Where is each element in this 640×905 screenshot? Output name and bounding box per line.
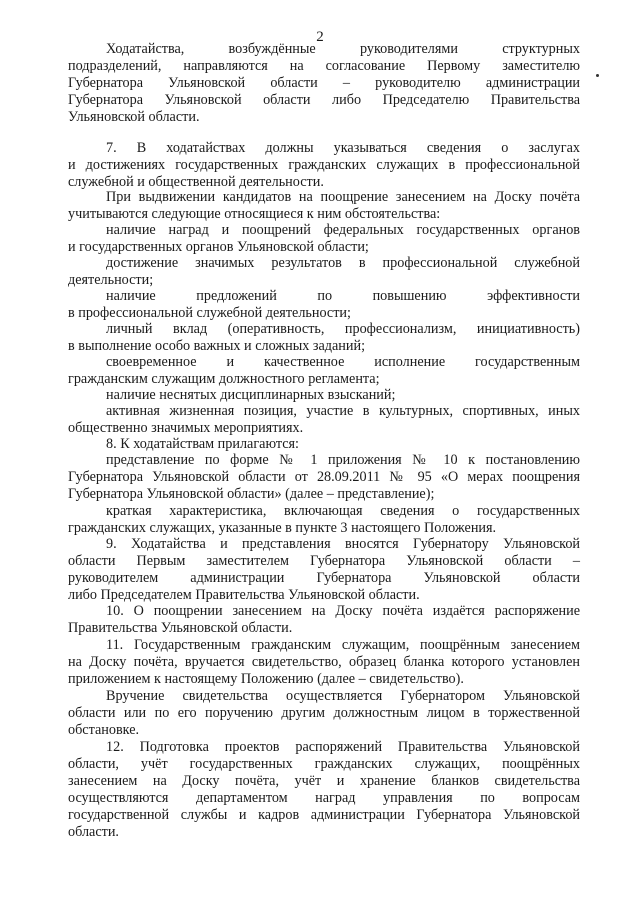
text-line: Губернатора Ульяновской области либо Председателю Правительства bbox=[68, 92, 580, 108]
text-line: в выполнение особо важных и сложных заданий; bbox=[68, 338, 366, 354]
text-line: либо Председателем Правительства Ульяновской области. bbox=[68, 587, 420, 603]
text-line: в профессиональной служебной деятельности; bbox=[68, 305, 351, 321]
text-line: Ходатайства, возбуждённые руководителями структурных bbox=[106, 41, 580, 57]
text-line: достижение значимых результатов в профессиональной служебной bbox=[106, 255, 580, 271]
text-line: представление по форме № 1 приложения № 10 к постановлению bbox=[106, 452, 580, 468]
text-line: государственной службы и кадров администрации Губернатора Ульяновской bbox=[68, 807, 580, 823]
text-line: общественно значимых мероприятиях. bbox=[68, 420, 304, 436]
text-line: руководителем администрации Губернатора Ульяновской области bbox=[68, 570, 580, 586]
text-line: При выдвижении кандидатов на поощрение занесением на Доску почёта bbox=[106, 189, 580, 205]
text-line: наличие неснятых дисциплинарных взысканий; bbox=[106, 387, 396, 403]
text-line: и государственных органов Ульяновской области; bbox=[68, 239, 369, 255]
text-line: и достижениях государственных гражданских служащих в профессиональной bbox=[68, 157, 580, 173]
text-line: активная жизненная позиция, участие в культурных, спортивных, иных bbox=[106, 403, 580, 419]
text-line: Правительства Ульяновской области. bbox=[68, 620, 293, 636]
text-line: 12. Подготовка проектов распоряжений Правительства Ульяновской bbox=[106, 739, 580, 755]
text-line: осуществляются департаментом наград управления по вопросам bbox=[68, 790, 580, 806]
text-line: краткая характеристика, включающая сведения о государственных bbox=[106, 503, 580, 519]
text-line: области или по его поручению другим должностным лицом в торжественной bbox=[68, 705, 580, 721]
text-line: наличие наград и поощрений федеральных государственных органов bbox=[106, 222, 580, 238]
text-line: на Доску почёта, вручается свидетельство, образец бланка которого установлен bbox=[68, 654, 580, 670]
text-line: обстановке. bbox=[68, 722, 140, 738]
text-line: деятельности; bbox=[68, 272, 154, 288]
text-line: 10. О поощрении занесением на Доску почёта издаётся распоряжение bbox=[106, 603, 580, 619]
text-line: Ульяновской области. bbox=[68, 109, 200, 125]
text-line: Губернатора Ульяновской области от 28.09.2011 № 95 «О мерах поощрения bbox=[68, 469, 580, 485]
scan-speck bbox=[596, 74, 599, 77]
text-line: гражданским служащим должностного регламента; bbox=[68, 371, 380, 387]
text-line: учитываются следующие относящиеся к ним обстоятельства: bbox=[68, 206, 441, 222]
text-line: подразделений, направляются на согласование Первому заместителю bbox=[68, 58, 580, 74]
text-line: занесением на Доску почёта, учёт и хранение бланков свидетельства bbox=[68, 773, 580, 789]
text-line: 8. К ходатайствам прилагаются: bbox=[106, 436, 299, 452]
text-line: гражданских служащих, указанные в пункте 3 настоящего Положения. bbox=[68, 520, 497, 536]
text-line: области Первым заместителем Губернатора Ульяновской области – bbox=[68, 553, 580, 569]
text-line: 7. В ходатайствах должны указываться сведения о заслугах bbox=[106, 140, 580, 156]
text-line: Вручение свидетельства осуществляется Губернатором Ульяновской bbox=[106, 688, 580, 704]
text-line: Губернатора Ульяновской области – руководителю администрации bbox=[68, 75, 580, 91]
text-line: области, учёт государственных гражданских служащих, поощрённых bbox=[68, 756, 580, 772]
text-line: своевременное и качественное исполнение государственным bbox=[106, 354, 580, 370]
text-line: приложением к настоящему Положению (далее – свидетельство). bbox=[68, 671, 464, 687]
page-number: 2 bbox=[316, 29, 324, 45]
text-line: Губернатора Ульяновской области» (далее – представление); bbox=[68, 486, 435, 502]
text-line: личный вклад (оперативность, профессионализм, инициативность) bbox=[106, 321, 580, 337]
text-line: 9. Ходатайства и представления вносятся Губернатору Ульяновской bbox=[106, 536, 580, 552]
text-line: служебной и общественной деятельности. bbox=[68, 174, 324, 190]
text-line: наличие предложений по повышению эффективности bbox=[106, 288, 580, 304]
text-line: 11. Государственным гражданским служащим, поощрённым занесением bbox=[106, 637, 580, 653]
text-line: области. bbox=[68, 824, 119, 840]
